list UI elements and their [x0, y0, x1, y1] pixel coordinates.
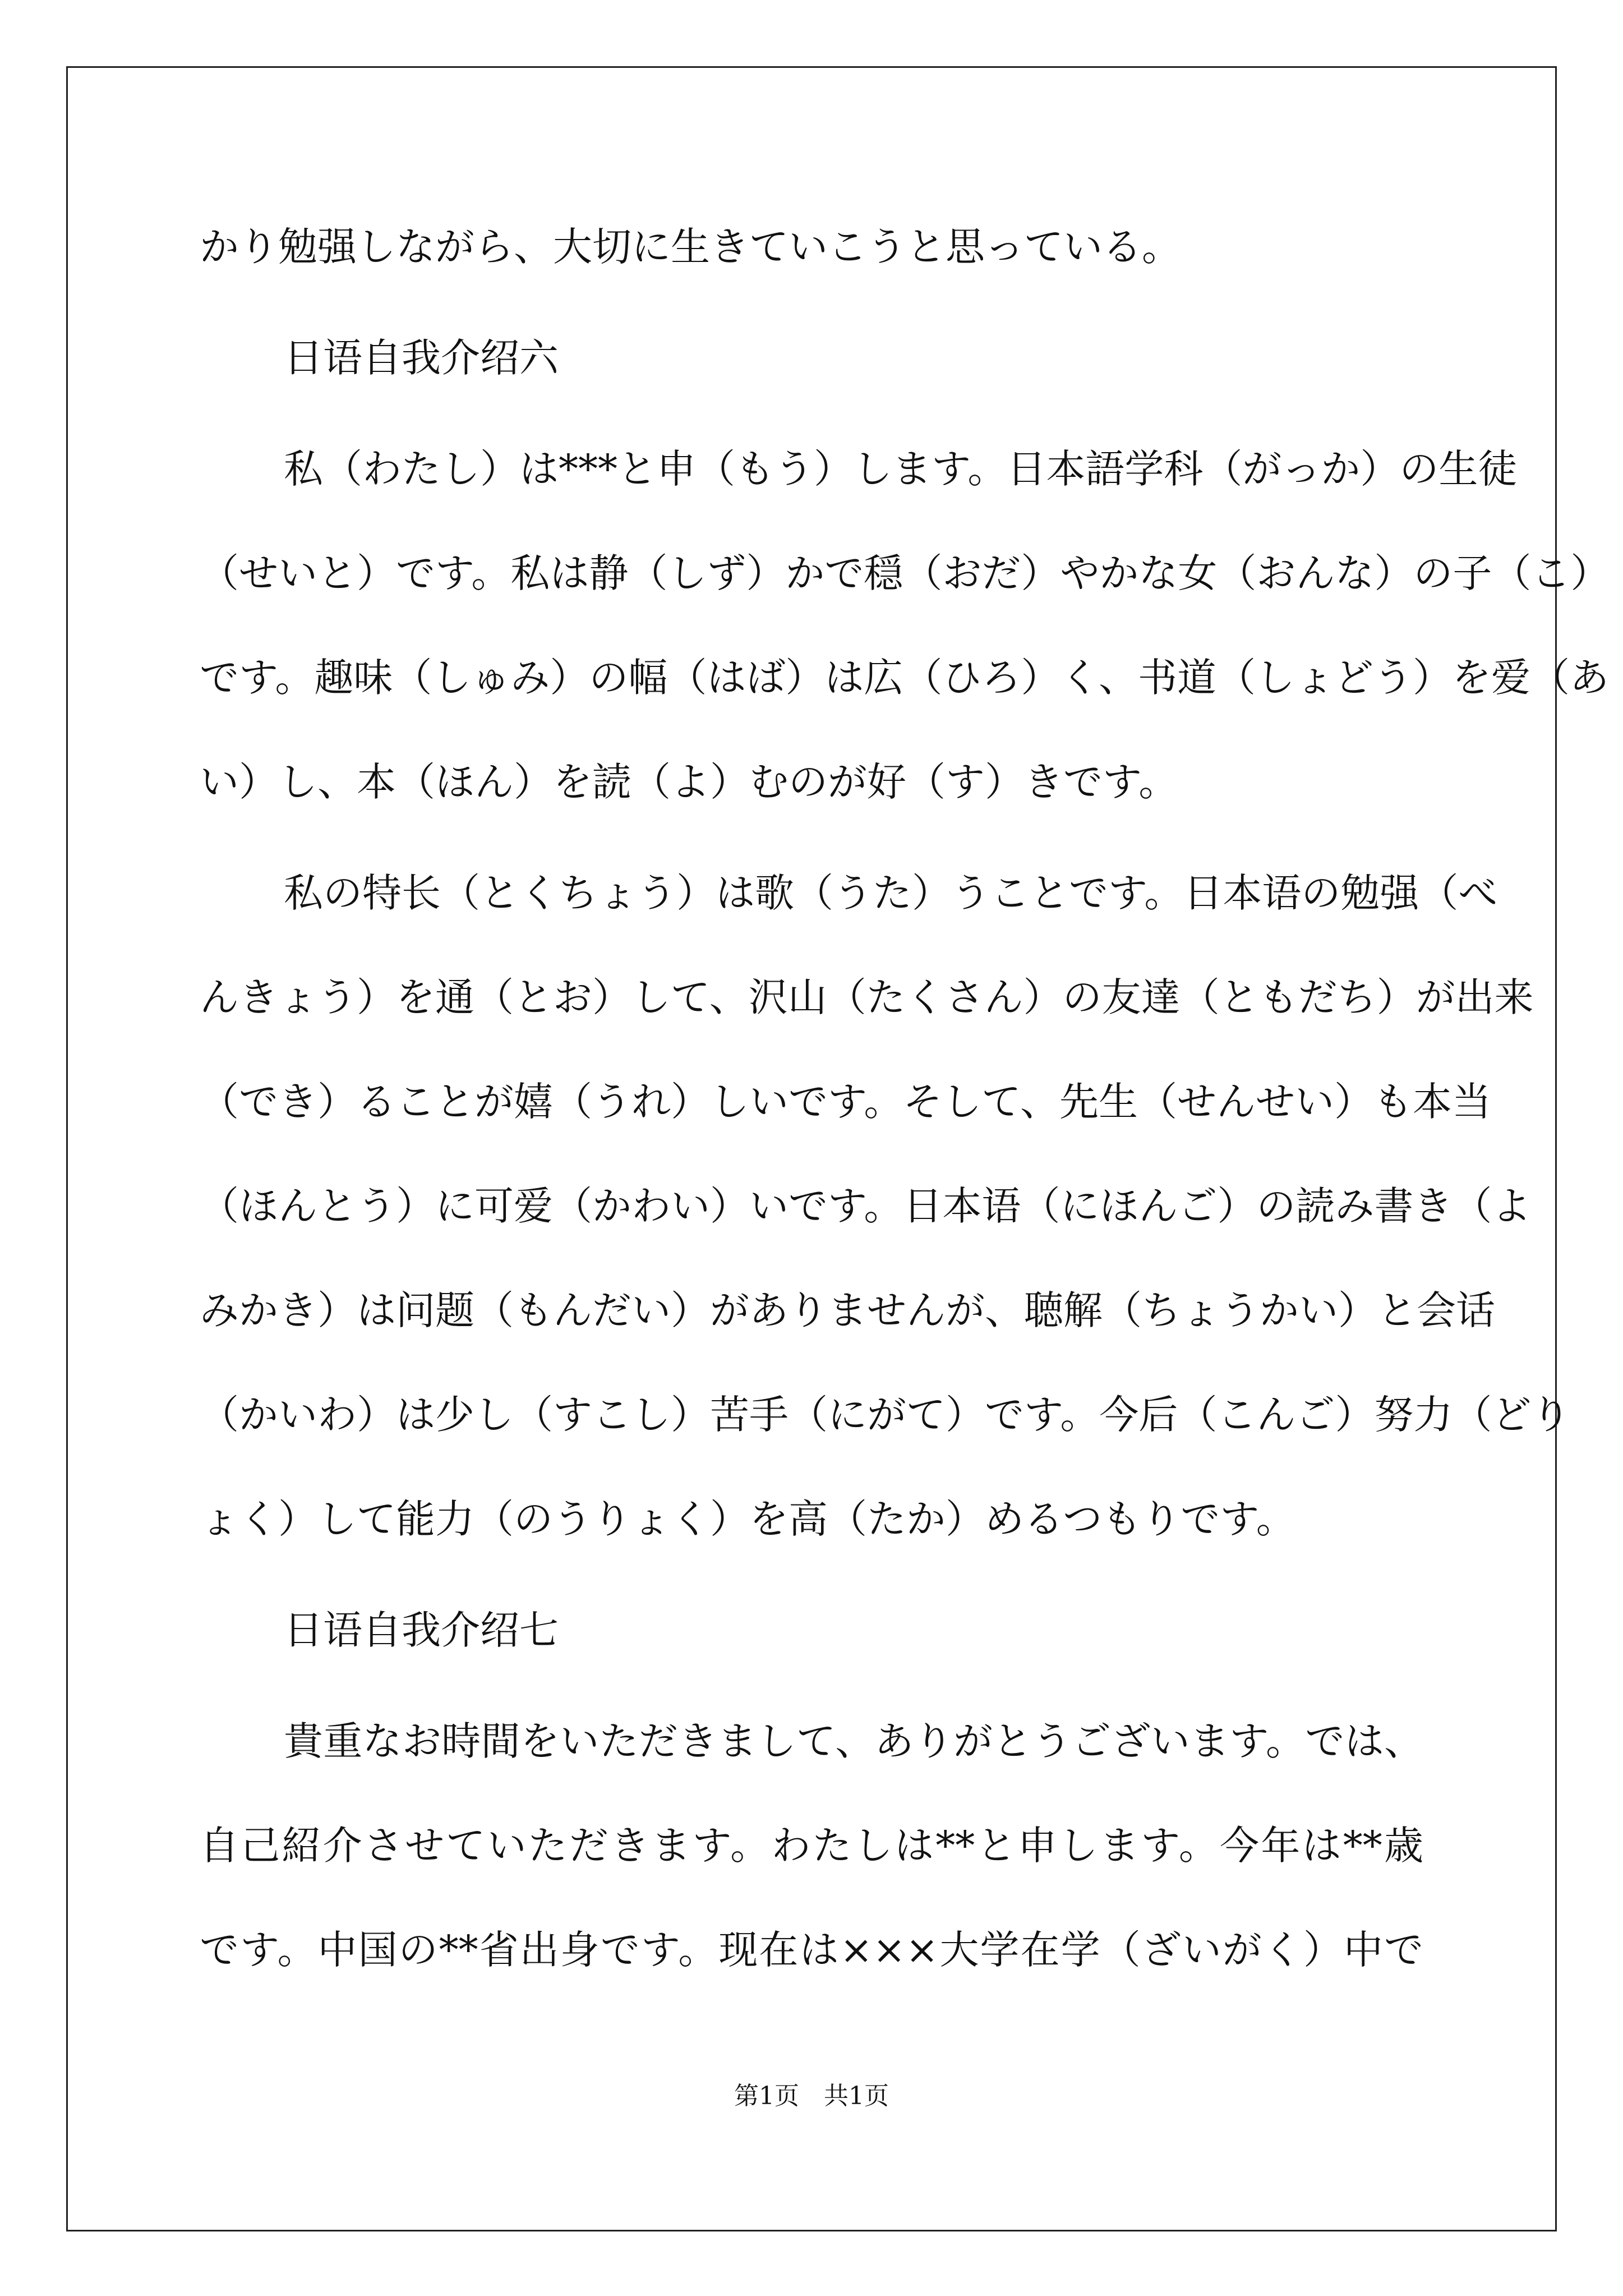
page-footer: 第1页 共1页: [734, 2082, 889, 2110]
paragraph-line: 私の特长（とくちょう）は歌（うた）うことです。日本语の勉强（べ: [284, 870, 1498, 916]
paragraph-line: （でき）ることが嬉（うれ）しいです。そして、先生（せんせい）も本当: [200, 1079, 1491, 1125]
paragraph-line: い）し、本（ほん）を読（よ）むのが好（す）きです。: [200, 759, 1178, 805]
paragraph-line: （ほんとう）に可爱（かわい）いです。日本语（にほんご）の読み書き（よ: [200, 1183, 1532, 1229]
paragraph-line: 私（わたし）は***と申（もう）します。日本語学科（がっか）の生徒: [284, 446, 1518, 492]
paragraph-line: （かいわ）は少し（すこし）苦手（にがて）です。今后（こんご）努力（どり: [200, 1392, 1571, 1438]
paragraph-line: 自己紹介させていただきます。わたしは**と申します。今年は**歳: [200, 1823, 1423, 1869]
paragraph-line: ょく）して能力（のうりょく）を高（たか）めるつもりです。: [200, 1496, 1295, 1542]
paragraph-line: です。中国の**省出身です。现在は×××大学在学（ざいがく）中で: [200, 1927, 1423, 1973]
paragraph-line: （せいと）です。私は静（しず）かで穏（おだ）やかな女（おんな）の子（こ）: [200, 550, 1610, 596]
section-heading-7: 日语自我介绍七: [284, 1607, 559, 1653]
paragraph-line: んきょう）を通（とお）して、沢山（たくさん）の友達（ともだち）が出来: [200, 974, 1534, 1020]
paragraph-line: です。趣味（しゅみ）の幅（はば）は広（ひろ）く、书道（しょどう）を爱（あ: [200, 655, 1609, 701]
paragraph-line: かり勉强しながら、大切に生きていこうと思っている。: [200, 224, 1181, 270]
paragraph-line: みかき）は问题（もんだい）がありませんが、聴解（ちょうかい）と会话: [200, 1287, 1495, 1333]
section-heading-6: 日语自我介绍六: [284, 335, 559, 381]
paragraph-line: 貴重なお時間をいただきまして、ありがとうございます。では、: [284, 1718, 1423, 1764]
